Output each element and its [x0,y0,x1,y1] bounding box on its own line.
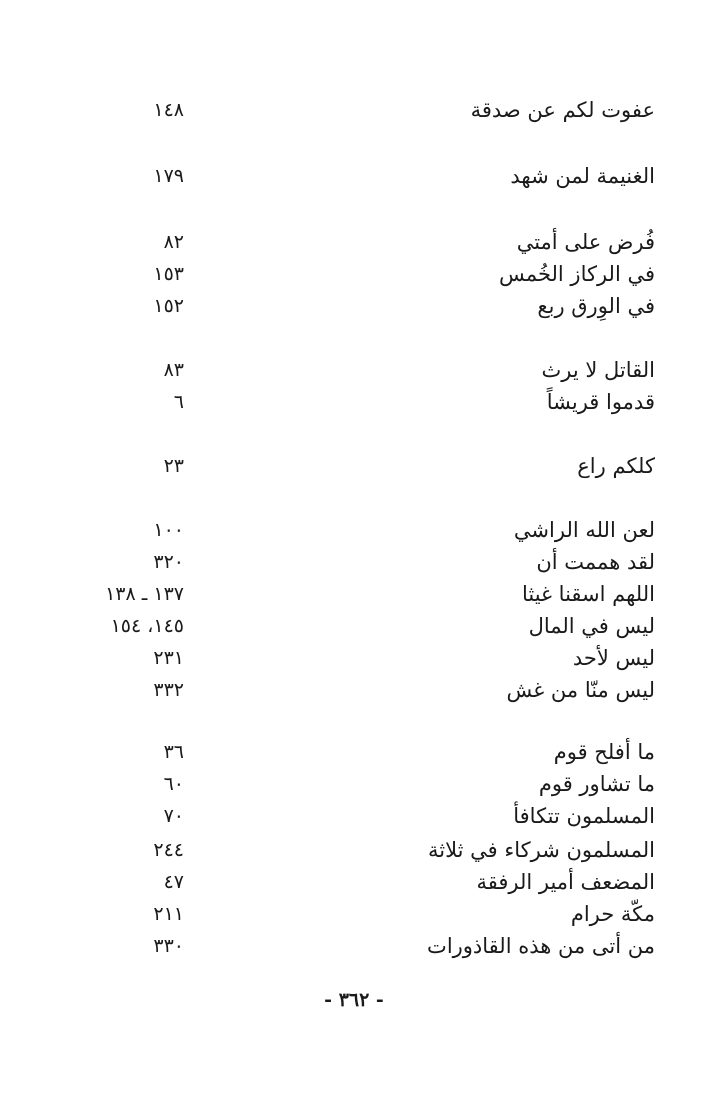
entry-page-ref: ١٤٨ [153,99,184,121]
index-entry [0,226,708,258]
entry-page-ref: ١٤٥، ١٥٤ [110,615,184,637]
entry-page-ref: ٢٤٤ [153,839,184,861]
entry-phrase: مكّة حرام [570,902,655,926]
entry-page-ref: ٧٠ [163,805,184,827]
page-number: - ٣٦٢ - [324,989,384,1011]
index-entry [0,578,708,610]
index-entry [0,800,708,832]
index-entry [0,94,708,126]
index-entry [0,386,708,418]
entry-phrase: في الوِرق ربع [537,294,655,318]
entry-page-ref: ٦٠ [163,773,184,795]
entry-phrase: عفوت لكم عن صدقة [470,98,655,122]
entry-page-ref: ٨٢ [163,231,184,253]
entry-phrase: ما أفلح قوم [553,740,655,764]
entry-phrase: لعن الله الراشي [513,518,655,542]
index-entry [0,258,708,290]
entry-phrase: اللهم اسقنا غيثا [521,582,655,606]
entry-phrase: الغنيمة لمن شهد [510,164,655,188]
entry-phrase: من أتى من هذه القاذورات [427,934,655,958]
entry-page-ref: ١٠٠ [153,519,184,541]
index-entry [0,546,708,578]
entry-phrase: قدموا قريشاً [546,390,655,414]
entry-phrase: في الركاز الخُمس [499,262,655,286]
index-entry [0,514,708,546]
index-entry [0,834,708,866]
entry-page-ref: ١٥٣ [153,263,184,285]
index-entry [0,160,708,192]
entry-phrase: ما تشاور قوم [538,772,655,796]
entry-page-ref: ٤٧ [163,871,184,893]
entry-page-ref: ٣٢٠ [153,551,184,573]
index-entry [0,642,708,674]
entry-page-ref: ٣٣٠ [153,935,184,957]
entry-page-ref: ٨٣ [163,359,184,381]
index-entry [0,736,708,768]
entry-phrase: لقد هممت أن [536,550,655,574]
index-entry [0,866,708,898]
entry-page-ref: ٢٣ [163,455,184,477]
index-entry [0,674,708,706]
entry-phrase: فُرض على أمتي [516,230,655,254]
entry-page-ref: ٣٣٢ [153,679,184,701]
index-entry [0,930,708,962]
entry-phrase: المضعف أمير الرفقة [476,870,655,894]
entry-phrase: القاتل لا يرث [541,358,655,382]
entry-page-ref: ٢١١ [153,903,184,925]
index-entry [0,450,708,482]
entry-page-ref: ١٧٩ [153,165,184,187]
index-entry [0,290,708,322]
entry-page-ref: ١٣٧ ـ ١٣٨ [105,583,184,605]
entry-phrase: المسلمون شركاء في ثلاثة [428,838,655,862]
entry-phrase: المسلمون تتكافأ [513,804,655,828]
entry-phrase: ليس لأحد [572,646,655,670]
index-entry [0,354,708,386]
entry-page-ref: ٢٣١ [153,647,184,669]
entry-page-ref: ٣٦ [163,741,184,763]
entry-phrase: كلكم راع [577,454,655,478]
entry-phrase: ليس منّا من غش [506,678,655,702]
index-entry [0,898,708,930]
entry-page-ref: ١٥٢ [153,295,184,317]
index-entry [0,768,708,800]
entry-phrase: ليس في المال [528,614,655,638]
index-entry [0,610,708,642]
entry-page-ref: ٦ [173,391,184,413]
